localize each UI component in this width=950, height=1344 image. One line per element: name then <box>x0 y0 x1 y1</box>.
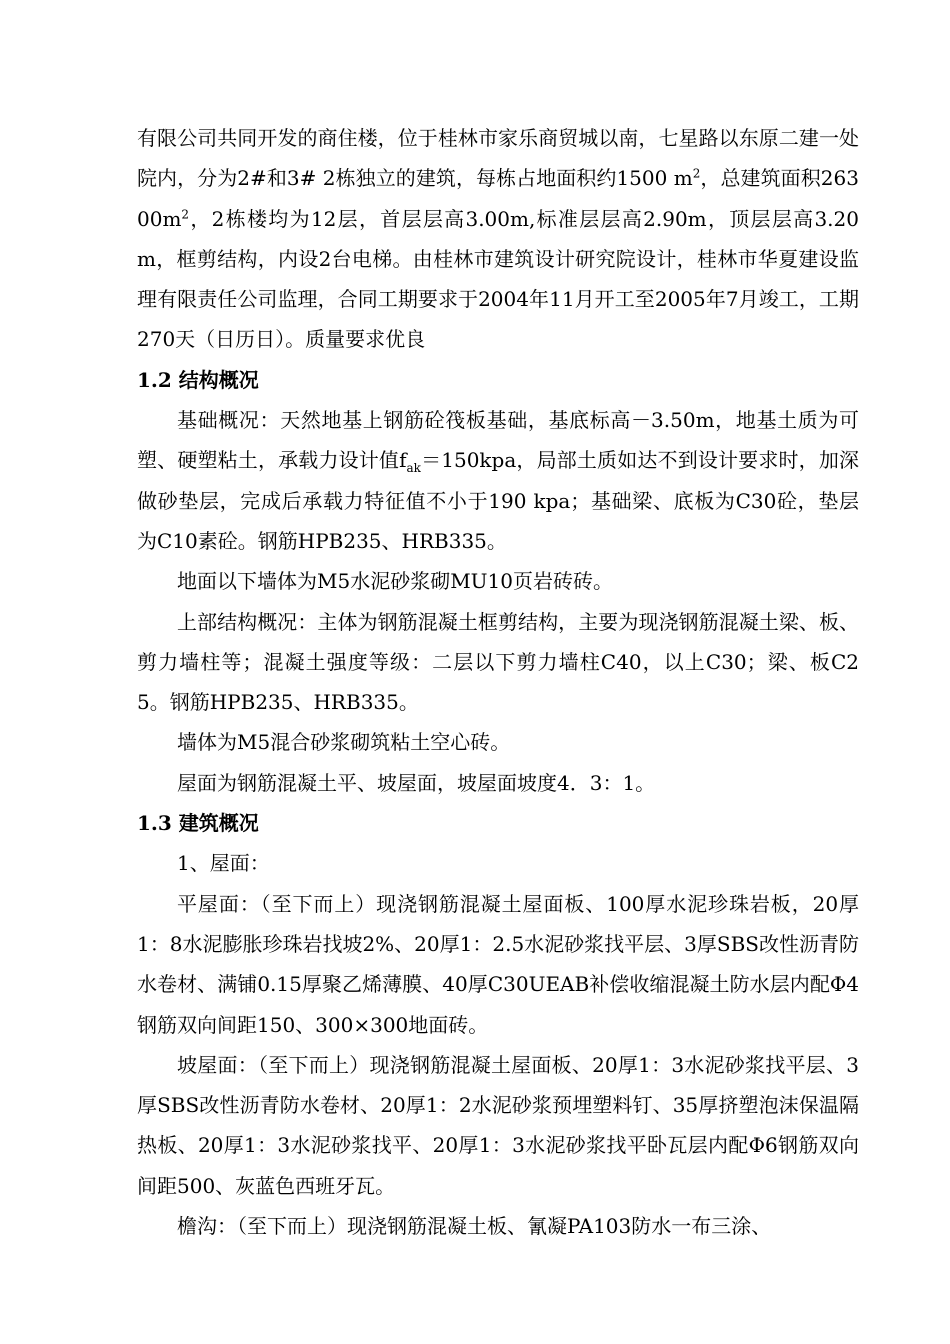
walls-paragraph: 墙体为M5混合砂浆砌筑粘土空心砖。 <box>177 730 511 755</box>
roof-paragraph: 屋面为钢筋混凝土平、坡屋面，坡屋面坡度4．3：1。 <box>177 770 656 795</box>
intro-text-2: ，总建筑面积26300m <box>137 166 859 231</box>
superstructure-paragraph: 上部结构概况：主体为钢筋混凝土框剪结构，主要为现浇钢筋混凝土梁、板、剪力墙柱等；混凝土强度等级：二层以下剪力墙柱C40，以上C30；梁、板C25。钢筋HPB235、HRB335。 <box>137 609 859 715</box>
below-ground-wall-paragraph: 地面以下墙体为M5水泥砂浆砌MU10页岩砖砖。 <box>177 569 613 594</box>
intro-text-1: 有限公司共同开发的商住楼，位于桂林市家乐商贸城以南，七星路以东原二建一处院内，分为2#和3# 2栋独立的建筑，每栋占地面积约1500 m <box>137 126 859 191</box>
flat-roof-paragraph: 平屋面：（至下而上）现浇钢筋混凝土屋面板、100厚水泥珍珠岩板，20厚1：8水泥膨胀珍珠岩找坡2%、20厚1：2.5水泥砂浆找平层、3厚SBS改性沥青防水卷材、满铺0.15厚聚乙烯薄膜、40厚C30UEAB补偿收缩混凝土防水层内配Φ4钢筋双向间距150、300×300地面砖。 <box>137 891 859 1037</box>
foundation-text-1: 基础概况：天然地基上钢筋砼筏板基础，基底标高－3.50m，地基土质为可塑、硬塑粘土，承载力设计值f <box>137 408 859 473</box>
area-unit-superscript-2: 2 <box>181 206 190 221</box>
foundation-paragraph <box>137 400 859 561</box>
intro-paragraph <box>137 118 859 360</box>
document-body <box>137 118 859 1246</box>
roof-item-label: 1、屋面： <box>177 851 270 876</box>
section-heading-architecture: 1.3 建筑概况 <box>137 811 259 836</box>
foundation-text-2: ＝150kpa，局部土质如达不到设计要求时，加深做砂垫层，完成后承载力特征值不小于190 kpa；基础梁、底板为C30砼，垫层为C10素砼。钢筋HPB235、HRB335。 <box>137 448 859 553</box>
intro-text-3: ，2栋楼均为12层，首层层高3.00m,标准层层高2.90m，顶层层高3.20m，框剪结构，内设2台电梯。由桂林市建筑设计研究院设计，桂林市华夏建设监理有限责任公司监理，合同工期要求于2004年11月开工至2005年7月竣工，工期270天（日历日）。质量要求优良 <box>137 206 859 352</box>
section-heading-structure: 1.2 结构概况 <box>137 367 259 392</box>
area-unit-superscript-1: 2 <box>692 166 701 181</box>
bearing-capacity-subscript: ak <box>406 461 421 476</box>
gutter-paragraph: 檐沟：（至下而上）现浇钢筋混凝土板、氰凝PA103防水一布三涂、 <box>177 1214 772 1239</box>
sloped-roof-paragraph: 坡屋面：（至下而上）现浇钢筋混凝土屋面板、20厚1：3水泥砂浆找平层、3厚SBS改性沥青防水卷材、20厚1：2水泥砂浆预埋塑料钉、35厚挤塑泡沫保温隔热板、20厚1：3水泥砂浆找平、20厚1：3水泥砂浆找平卧瓦层内配Φ6钢筋双向间距500、灰蓝色西班牙瓦。 <box>137 1052 859 1198</box>
